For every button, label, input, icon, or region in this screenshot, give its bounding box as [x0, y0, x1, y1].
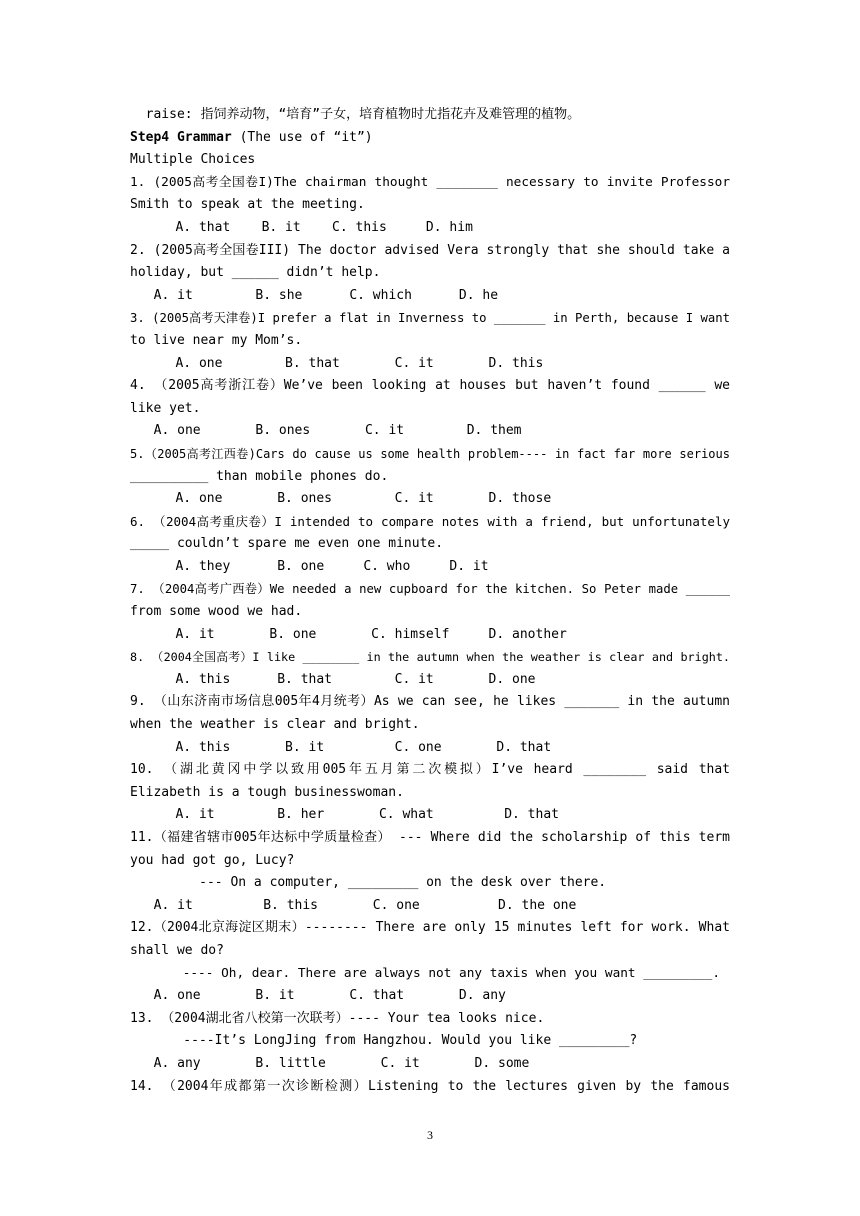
question-line: 6. （2004高考重庆卷）I intended to compare notes with a friend, but unfortunately: [130, 513, 730, 529]
options-line: A. it B. this C. one D. the one: [138, 897, 577, 913]
text-line: like yet.: [130, 400, 201, 416]
question-line: 10. （湖北黄冈中学以致用005年五月第二次模拟）I’ve heard ________ said that: [130, 762, 730, 778]
options-line: A. it B. she C. which D. he: [138, 287, 499, 303]
text-line: __________ than mobile phones do.: [130, 468, 389, 484]
question-line: 2. (2005高考全国卷III) The doctor advised Vera strongly that she should take a: [130, 242, 730, 258]
options-line: A. they B. one C. who D. it: [152, 558, 489, 574]
answer-line: ---- Oh, dear. There are always not any taxis when you want _________.: [152, 965, 721, 981]
question-line: 11.（福建省辖市005年达标中学质量检查） --- Where did the scholarship of this term: [130, 830, 730, 845]
question-line: 13. （2004湖北省八校第一次联考）---- Your tea looks nice.: [130, 1010, 545, 1026]
question-line: 3. (2005高考天津卷)I prefer a flat in Inverness to _______ in Perth, because I want: [130, 311, 730, 326]
question-line: 9. （山东济南市场信息005年4月统考）As we can see, he likes _______ in the autumn: [130, 694, 730, 710]
answer-line: ----It’s LongJing from Hangzhou. Would you like _________?: [152, 1033, 638, 1049]
text-line: Smith to speak at the meeting.: [130, 197, 365, 213]
text-line: from some wood we had.: [130, 604, 303, 620]
text-line: raise: 指饲养动物，“培育”子女，培育植物时尤指花卉及难管理的植物。: [130, 107, 581, 122]
document-body: [130, 104, 730, 1098]
text-line: _____ couldn’t spare me even one minute.: [130, 536, 444, 552]
answer-line: --- On a computer, _________ on the desk over there.: [160, 875, 607, 891]
text-line: Multiple Choices: [130, 152, 256, 168]
text-line: you had got go, Lucy?: [130, 852, 295, 868]
text-line: Elizabeth is a tough businesswoman.: [130, 784, 404, 800]
text-line: shall we do?: [130, 942, 224, 958]
heading-bold-part: Step4 Grammar: [130, 129, 232, 145]
options-line: A. it B. one C. himself D. another: [152, 626, 567, 642]
text-line: holiday, but ______ didn’t help.: [130, 265, 381, 281]
text-line: to live near my Mom’s.: [130, 332, 303, 348]
options-line: A. one B. that C. it D. this: [152, 355, 544, 371]
heading-normal-part: (The use of “it”): [239, 129, 373, 145]
question-line: 12.（2004北京海淀区期末）-------- There are only 15 minutes left for work. What: [130, 920, 730, 936]
question-line: 8. （2004全国高考）I like ________ in the autumn when the weather is clear and bright.: [130, 650, 730, 665]
options-line: A. any B. little C. it D. some: [138, 1055, 530, 1071]
question-line: 5.（2005高考江西卷)Cars do cause us some health problem---- in fact far more serious: [130, 446, 730, 461]
options-line: A. one B. ones C. it D. those: [152, 491, 552, 507]
question-line: 1. (2005高考全国卷I)The chairman thought ________ necessary to invite Professor: [130, 174, 730, 190]
page-number: 3: [427, 1128, 433, 1142]
options-line: A. this B. that C. it D. one: [152, 671, 536, 687]
section-heading: [130, 127, 730, 150]
options-line: A. one B. ones C. it D. them: [138, 423, 522, 439]
options-line: A. that B. it C. this D. him: [152, 219, 473, 235]
question-line: 4. （2005高考浙江卷）We’ve been looking at houses but haven’t found ______ we: [130, 378, 730, 394]
options-line: A. one B. it C. that D. any: [138, 988, 506, 1004]
options-line: A. it B. her C. what D. that: [152, 807, 559, 823]
question-line: 7. （2004高考广西卷）We needed a new cupboard for the kitchen. So Peter made ______: [130, 582, 730, 597]
options-line: A. this B. it C. one D. that: [152, 739, 552, 755]
text-line: when the weather is clear and bright.: [130, 717, 420, 733]
question-line: 14. （2004年成都第一次诊断检测）Listening to the lectures given by the famous: [130, 1078, 730, 1094]
